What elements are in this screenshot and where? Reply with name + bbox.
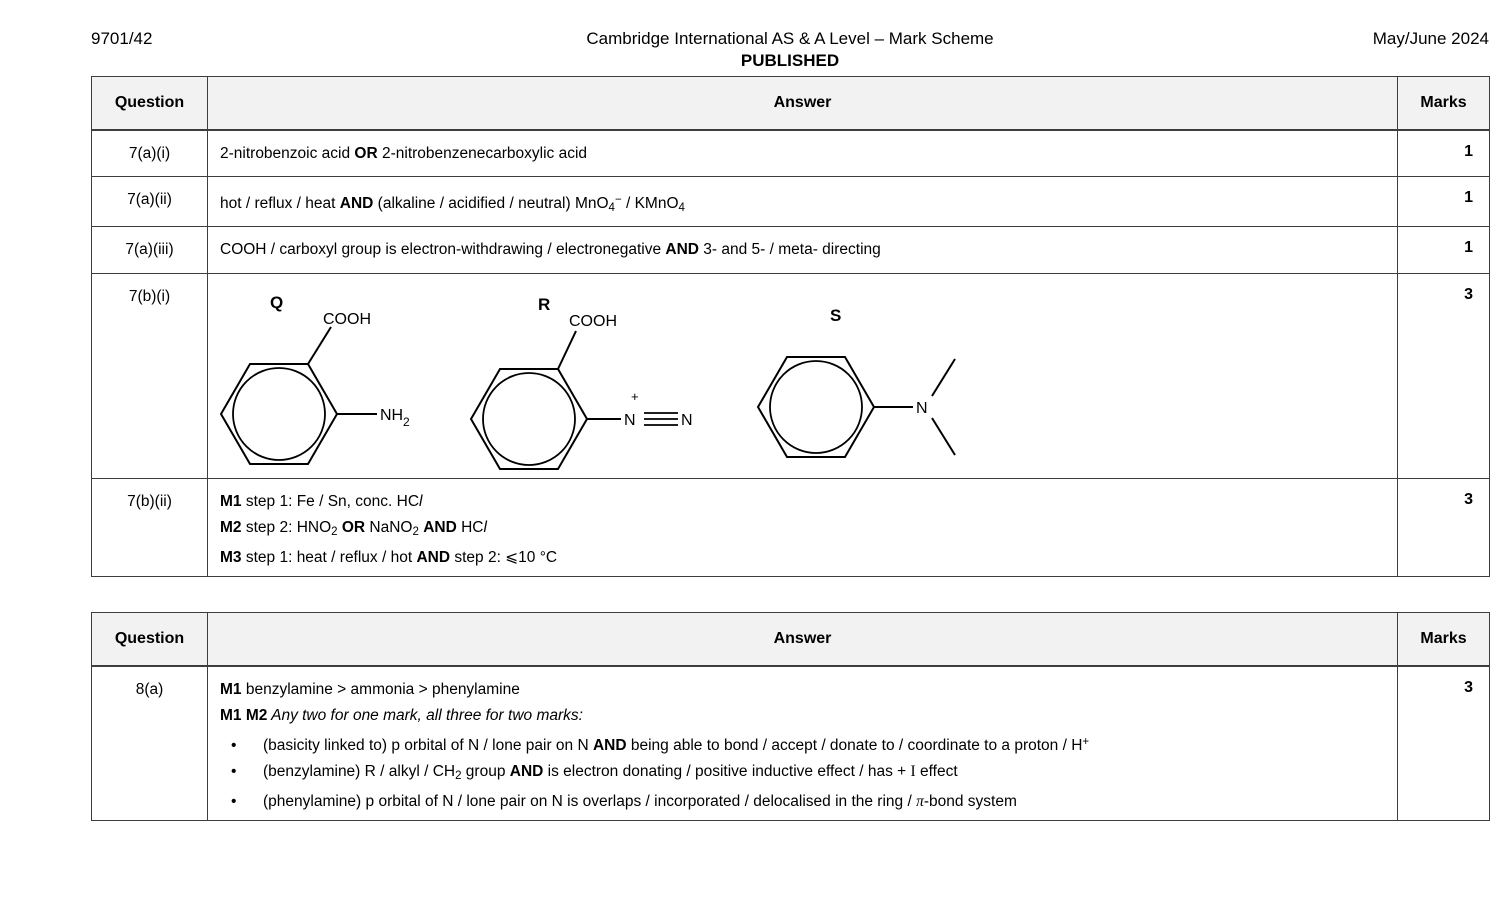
answer-cell	[208, 177, 1398, 227]
answer-line: COOH / carboxyl group is electron-withdrawing / electronegative AND 3- and 5- / meta- directing	[220, 241, 881, 258]
answer-line: hot / reflux / heat AND (alkaline / acidified / neutral) MnO4− / KMnO4	[220, 194, 685, 214]
structure-q	[221, 293, 410, 464]
answer-line: • (phenylamine) p orbital of N / lone pair on N is overlaps / incorporated / delocalised in the ring / π-bond system	[220, 789, 1385, 815]
marks-cell: 3	[1398, 479, 1490, 577]
bullet-marker: •	[231, 762, 237, 780]
question-cell: 7(a)(iii)	[92, 227, 208, 274]
published-label: PUBLISHED	[740, 51, 840, 70]
table-row	[92, 274, 1490, 479]
table-row	[92, 479, 1490, 577]
answer-line: • (benzylamine) R / alkyl / CH2 group AND is electron donating / positive inductive effect / has + I effect	[220, 759, 1385, 789]
mark-scheme-table-question-8	[91, 612, 1490, 821]
cooh-bond	[558, 331, 576, 369]
column-header-question: Question	[92, 77, 208, 130]
document-title: Cambridge International AS & A Level – Mark Scheme	[586, 29, 994, 48]
marks-cell: 1	[1398, 130, 1490, 177]
answer-line: M1 M2 Any two for one mark, all three for two marks:	[220, 706, 583, 724]
cooh-bond	[308, 327, 331, 364]
column-header-answer: Answer	[208, 77, 1398, 130]
cooh-group-label: COOH	[569, 313, 617, 330]
answer-cell	[208, 130, 1398, 177]
benzene-ring	[758, 357, 874, 457]
marks-cell: 1	[1398, 177, 1490, 227]
mark-scheme-table-question-7	[91, 76, 1490, 577]
structure-s-label: S	[830, 306, 842, 325]
positive-charge: +	[631, 389, 639, 404]
column-header-question: Question	[92, 613, 208, 666]
structure-s	[758, 306, 955, 457]
structure-q-label: Q	[270, 293, 284, 312]
question-cell: 7(b)(i)	[92, 274, 208, 479]
answer-line: • (basicity linked to) p orbital of N / lone pair on N AND being able to bond / accept / donate to / coordinate to a proton / H+	[220, 729, 1385, 759]
paper-code: 9701/42	[91, 29, 153, 48]
column-header-answer: Answer	[208, 613, 1398, 666]
answer-cell	[208, 479, 1398, 577]
answer-cell-structures	[208, 274, 1398, 479]
answer-line: M1 step 1: Fe / Sn, conc. HCl	[220, 493, 423, 510]
nitrogen-label: N	[681, 412, 693, 429]
bullet-marker: •	[231, 736, 237, 754]
answer-cell	[208, 227, 1398, 274]
answer-line: M3 step 1: heat / reflux / hot AND step 2: ⩽10 °C	[220, 549, 558, 566]
nitrogen-label: N	[916, 400, 928, 417]
table-header-row	[92, 613, 1490, 666]
session-date: May/June 2024	[1372, 29, 1489, 48]
question-cell: 7(b)(ii)	[92, 479, 208, 577]
question-cell: 7(a)(i)	[92, 130, 208, 177]
amine-subscript: 2	[403, 415, 410, 429]
structure-r	[471, 295, 693, 469]
question-cell: 8(a)	[92, 666, 208, 821]
cooh-group-label: COOH	[323, 311, 371, 328]
answer-line: 2-nitrobenzoic acid OR 2-nitrobenzenecarboxylic acid	[220, 144, 588, 162]
table-row	[92, 666, 1490, 821]
answer-line: M2 step 2: HNO2 OR NaNO2 AND HCl	[220, 519, 487, 538]
column-header-marks: Marks	[1398, 77, 1490, 130]
aromatic-circle	[233, 368, 325, 460]
answer-cell	[208, 666, 1398, 821]
bullet-marker: •	[231, 792, 237, 810]
answer-line: M1 benzylamine > ammonia > phenylamine	[220, 680, 520, 698]
nitrogen-label: N	[624, 412, 636, 429]
question-cell: 7(a)(ii)	[92, 177, 208, 227]
methyl-bond-down	[932, 418, 955, 455]
page-header	[91, 0, 1489, 72]
table-row	[92, 227, 1490, 274]
amine-group-label: NH	[380, 407, 404, 424]
aromatic-circle	[770, 361, 862, 453]
table-row	[92, 130, 1490, 177]
table-row	[92, 177, 1490, 227]
column-header-marks: Marks	[1398, 613, 1490, 666]
table-header-row	[92, 77, 1490, 130]
chemical-structures-diagram	[208, 274, 1396, 476]
structure-r-label: R	[538, 295, 551, 314]
benzene-ring	[471, 369, 587, 469]
aromatic-circle	[483, 373, 575, 465]
document-page	[91, 0, 1489, 821]
marks-cell: 1	[1398, 227, 1490, 274]
marks-cell: 3	[1398, 666, 1490, 821]
marks-cell: 3	[1398, 274, 1490, 479]
methyl-bond-up	[932, 359, 955, 396]
benzene-ring	[221, 364, 337, 464]
